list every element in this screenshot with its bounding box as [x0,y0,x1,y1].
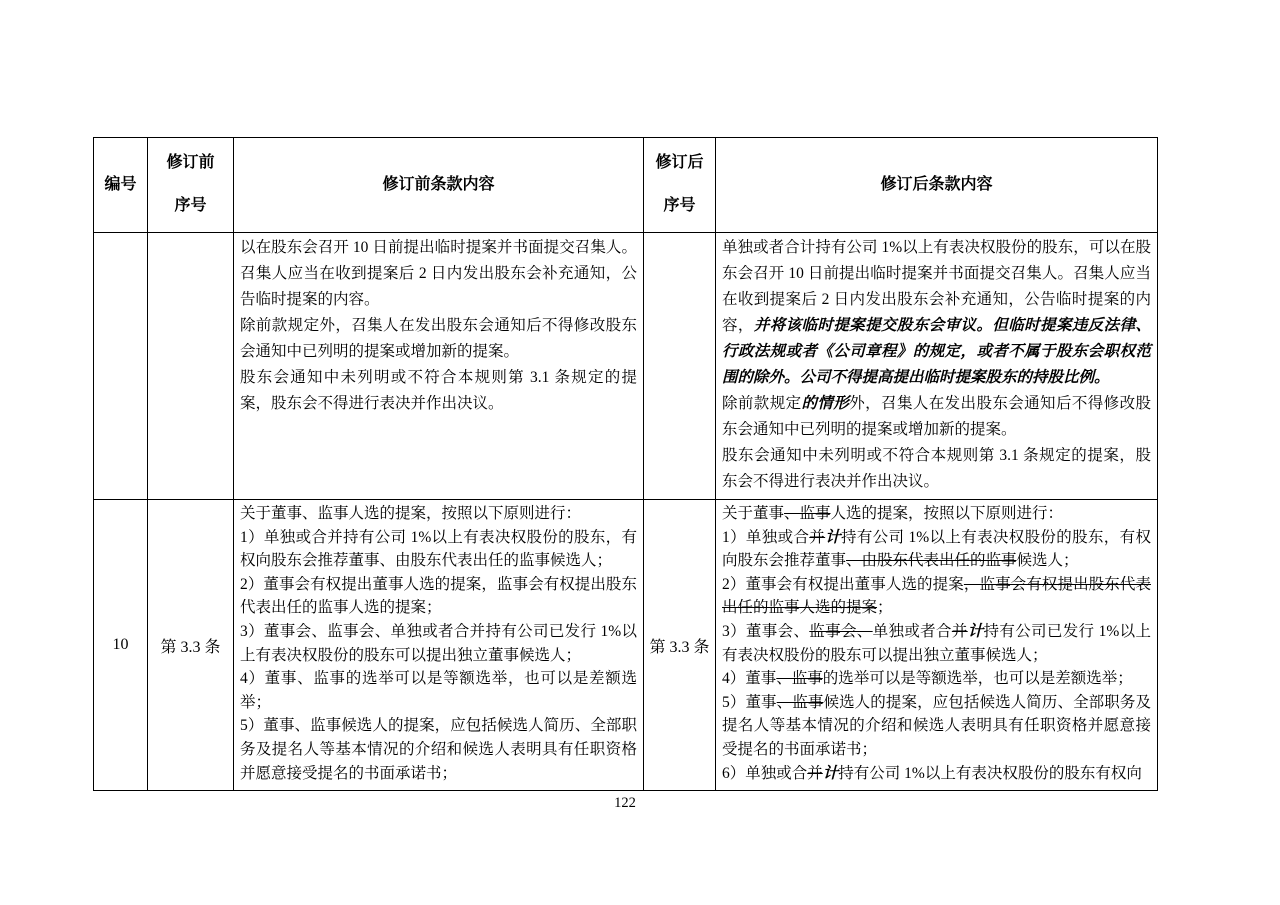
header-after-content [716,138,1158,233]
after-clause-run-del: 、由股东代表出任的监事 [846,552,1017,570]
after-clause-run-normal: 1）单独或合 [722,528,810,546]
before-content-cell [234,500,644,791]
table-header [94,138,1158,233]
after-clause-paragraph [722,667,1151,691]
before-clause-run-normal: 2）董事会有权提出董事人选的提案，监事会有权提出股东代表出任的监事人选的提案； [240,575,637,617]
after-clause-run-normal: 6）单独或合 [722,764,808,782]
after-clause-run-normal: 5）董事 [722,693,777,711]
after-clause-run-normal: 持有公司 1%以上有表决权股份的股东有权向 [838,764,1142,782]
before-no-cell: 第 3.3 条 [148,500,234,791]
after-clause-paragraph [722,573,1151,620]
after-clause-run-normal: 外，召集人在发出股东会通知后不得修改股东会通知中已列明的提案或增加新的提案。 [722,395,1151,438]
page-number: 122 [614,795,636,811]
after-clause-run-normal: 除前款规定 [722,395,802,412]
after-clause-run-ins: 计 [825,528,841,546]
after-clause-paragraph [722,235,1151,391]
after-clause-run-normal: 候选人的提案，应包括候选人简历、全部职务及提名人等基本情况的介绍和候选人表明具有任职资格并愿意接受提名的书面承诺书； [722,693,1151,758]
table-row [94,500,1158,791]
after-clause-paragraph [722,526,1151,573]
before-clause-paragraph [240,502,637,526]
header-row [94,138,1158,233]
before-clause-paragraph [240,365,637,417]
after-clause-run-ins: 计 [967,622,984,640]
before-clause-paragraph [240,526,637,573]
header-before-no-line2: 序号 [174,197,207,214]
header-id [94,138,148,233]
after-clause-run-normal: 单独或者合计持有公司 1%以上有表决权股份的股东，可以在股东会召开 10 日前提出临时提案并书面提交召集人。召集人应当在收到提案后 2 日内发出股东会补充通知，公告临时提案的内容， [722,239,1151,334]
before-clause-paragraph [240,667,637,714]
after-clause-run-del: 并 [809,528,826,546]
header-id-label: 编号 [104,175,137,193]
before-clause-run-normal: 3）董事会、监事会、单独或者合并持有公司已发行 1%以上有表决权股份的股东可以提出独立董事候选人； [240,622,637,664]
after-clause-run-del: 、监事 [776,670,823,688]
header-before-content-label: 修订前条款内容 [382,175,495,193]
after-clause-run-del: 、监事 [784,505,831,522]
header-gap [644,174,715,196]
after-clause-run-ins: 的情形 [801,395,850,412]
after-clause-paragraph [722,391,1151,443]
row-id-cell: 10 [94,500,148,791]
before-clause-paragraph [240,573,637,620]
after-clause-paragraph [722,620,1151,667]
before-clause-run-normal: 4）董事、监事的选举可以是等额选举，也可以是差额选举； [240,670,637,711]
row-id-cell [94,233,148,500]
after-clause-run-normal: 候选人； [1016,552,1079,570]
after-clause-run-normal: 关于董事 [722,505,785,522]
before-clause-paragraph [240,620,637,667]
before-clause-run-normal: 除前款规定外，召集人在发出股东会通知后不得修改股东会通知中已列明的提案或增加新的提案。 [240,317,637,360]
header-after-no [644,138,716,233]
table-body [94,233,1158,791]
after-clause-run-normal: 4）董事 [722,670,777,688]
before-clause-paragraph [240,235,637,313]
after-clause-run-normal: ； [877,599,893,617]
after-clause-run-del: 监事会、 [809,622,873,640]
after-clause-run-normal: 持有公司 1%以上有表决权股份的股东，有权向股东会推荐董事 [722,528,1151,570]
after-clause-run-normal: 持有公司已发行 1%以上有表决权股份的股东可以提出独立董事候选人； [722,622,1151,664]
after-clause-run-ins: 计 [822,764,839,782]
before-clause-paragraph [240,714,637,785]
after-clause-run-del: ，监事会有权提出股东代表出任的监事人选的提案 [722,575,1151,617]
header-gap [148,174,233,196]
after-clause-run-normal: 2）董事会有权提出董事人选的提案 [722,575,964,593]
after-no-cell: 第 3.3 条 [644,500,716,791]
before-no-cell [148,233,234,500]
before-content-cell [234,233,644,500]
header-after-no-line1: 修订后 [655,154,704,172]
after-clause-run-del: 、监事 [776,693,824,711]
after-content-cell [716,500,1158,791]
header-before-no [148,138,234,233]
table-row [94,233,1158,500]
after-clause-paragraph [722,762,1151,786]
after-clause-paragraph [722,691,1151,762]
after-clause-run-del: 并 [807,764,823,782]
header-before-no-line1: 修订前 [166,154,215,172]
after-clause-run-del: 并 [951,622,968,640]
before-clause-run-normal: 关于董事、监事人选的提案，按照以下原则进行： [240,505,582,522]
before-clause-paragraph [240,313,637,365]
after-clause-run-normal: 的选举可以是等额选举，也可以是差额选举； [822,670,1133,688]
after-clause-run-ins: 并将该临时提案提交股东会审议。但临时提案违反法律、行政法规或者《公司章程》的规定，或者不属于股东会职权范围的除外。公司不得提高提出临时提案股东的持股比例。 [722,317,1151,386]
before-clause-run-normal: 以在股东会召开 10 日前提出临时提案并书面提交召集人。召集人应当在收到提案后 2 日内发出股东会补充通知，公告临时提案的内容。 [240,239,637,308]
after-clause-paragraph [722,443,1151,495]
before-clause-run-normal: 1）单独或合并持有公司 1%以上有表决权股份的股东，有权向股东会推荐董事、由股东代表出任的监事候选人； [240,528,637,570]
before-clause-run-normal: 股东会通知中未列明或不符合本规则第 3.1 条规定的提案，股东会不得进行表决并作出决议。 [240,369,637,412]
revision-comparison-table [93,137,1158,791]
after-clause-run-normal: 股东会通知中未列明或不符合本规则第 3.1 条规定的提案，股东会不得进行表决并作出决议。 [722,447,1151,490]
before-clause-run-normal: 5）董事、监事候选人的提案，应包括候选人简历、全部职务及提名人等基本情况的介绍和候选人表明具有任职资格并愿意接受提名的书面承诺书； [240,717,637,782]
header-before-content [234,138,644,233]
after-clause-run-normal: 人选的提案，按照以下原则进行： [830,505,1064,522]
header-after-no-line2: 序号 [663,197,696,214]
after-clause-run-normal: 单独或者合 [872,622,952,640]
after-clause-paragraph [722,502,1151,526]
after-no-cell [644,233,716,500]
after-clause-run-normal: 3）董事会、 [722,622,810,640]
after-content-cell [716,233,1158,500]
header-after-content-label: 修订后条款内容 [880,175,993,193]
